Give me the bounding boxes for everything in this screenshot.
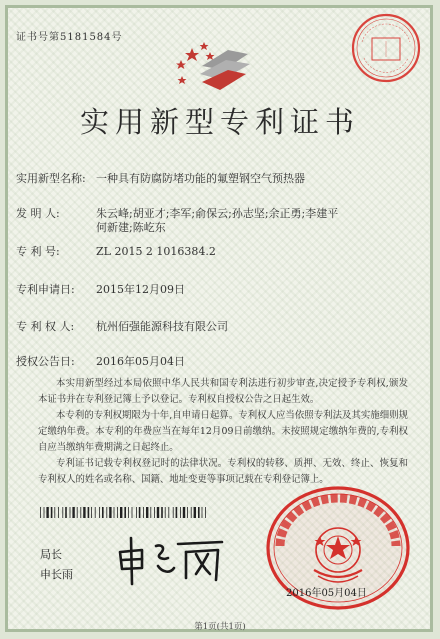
cnipa-logo	[172, 38, 258, 100]
field-inventors-value-line2: 何新建;陈屹东	[96, 221, 166, 234]
field-name-label: 实用新型名称:	[16, 172, 86, 185]
field-apply-date-value: 2015年12月09日	[96, 283, 185, 296]
field-holder-label: 专 利 权 人:	[16, 320, 75, 333]
field-patent-no-value: ZL 2015 2 1016384.2	[96, 245, 216, 258]
barcode	[40, 507, 206, 518]
field-inventors-label: 发 明 人:	[16, 207, 60, 220]
field-announce-date-value: 2016年05月04日	[96, 355, 185, 368]
field-holder-value: 杭州佰强能源科技有限公司	[96, 320, 228, 333]
field-inventors-value: 朱云峰;胡亚才;李军;俞保云;孙志坚;余正勇;李建平	[96, 207, 339, 220]
tax-stamp-seal	[350, 12, 422, 84]
handwritten-signature	[112, 532, 228, 588]
signatory-name: 申长雨	[40, 568, 73, 581]
page-title: 实用新型专利证书	[79, 105, 360, 139]
page-number: 第1页(共1页)	[194, 622, 246, 632]
seal-date: 2016年05月04日	[286, 588, 367, 599]
certificate-number: 证书号第5181584号	[16, 32, 123, 43]
field-name-value: 一种具有防腐防堵功能的氟塑钢空气预热器	[96, 172, 305, 185]
body-paragraph: 专利证书记载专利权登记时的法律状况。专利权的转移、质押、无效、终止、恢复和专利权人的姓名或名称、国籍、地址变更等事项记载在专利登记簿上。	[38, 458, 408, 485]
field-announce-date-label: 授权公告日:	[16, 355, 75, 368]
body-paragraph: 本实用新型经过本局依照中华人民共和国专利法进行初步审查,决定授予专利权,颁发本证书并在专利登记簿上予以登记。专利权自授权公告之日起生效。	[38, 378, 408, 405]
field-patent-no-label: 专 利 号:	[16, 245, 60, 258]
signatory-title: 局长	[40, 548, 62, 561]
field-apply-date-label: 专利申请日:	[16, 283, 75, 296]
body-paragraph: 本专利的专利权期限为十年,自申请日起算。专利权人应当依照专利法及其实施细则规定缴纳年费。本专利的年费应当在每年12月09日前缴纳。未按照规定缴纳年费的,专利权自应当缴纳年费期满之日起终止。	[38, 410, 408, 453]
